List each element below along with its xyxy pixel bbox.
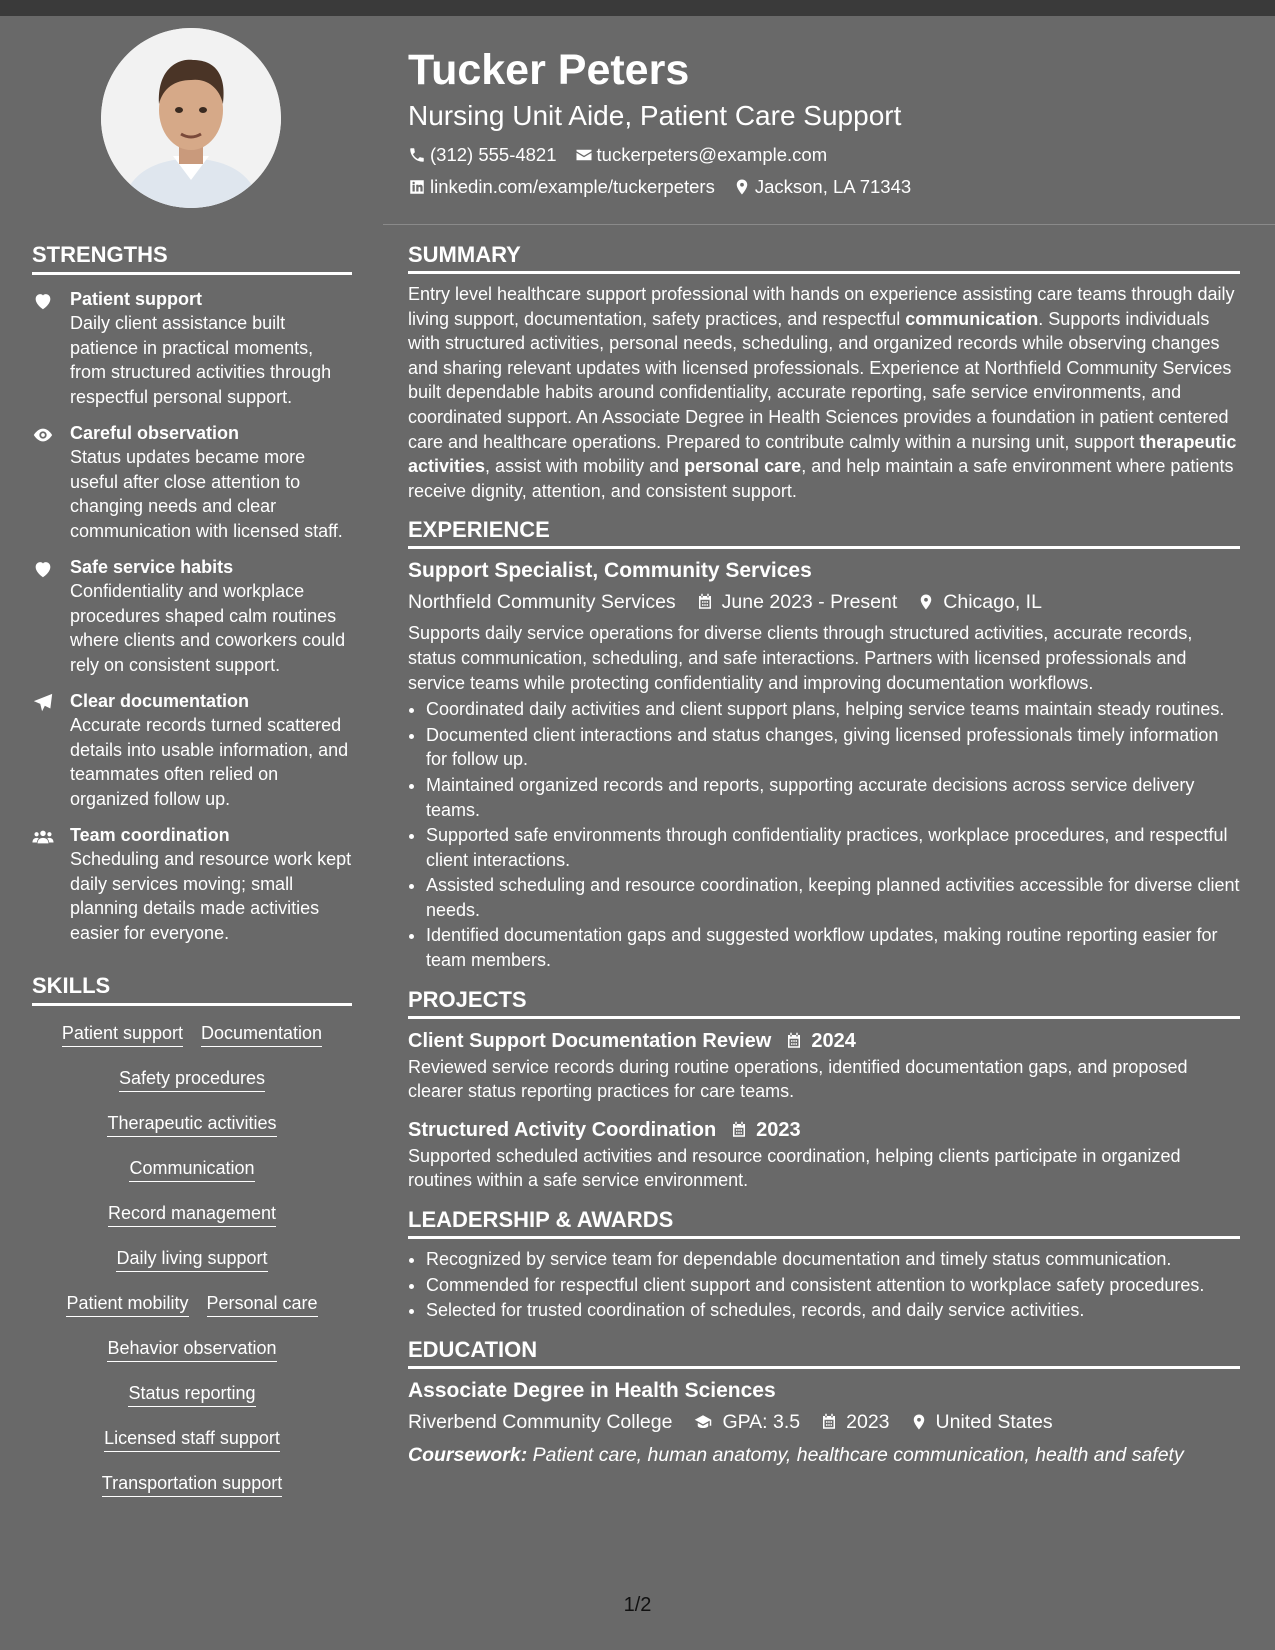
location-text: Jackson, LA 71343 (754, 176, 912, 197)
list-item: • Selected for trusted coordination of schedules, records, and daily service activities. (426, 1298, 1240, 1323)
strength-title: Careful observation (70, 423, 240, 443)
degree-title: Associate Degree in Health Sciences (408, 1378, 776, 1402)
list-item: • Maintained organized records and reports, supporting accurate decisions across service delivery teams. (426, 773, 1240, 822)
map-pin-icon (917, 593, 935, 611)
education-title: EDUCATION (408, 1335, 1240, 1369)
project-description: Reviewed service records during routine operations, identified documentation gaps, and proposed clearer status reporting practices for care teams. (408, 1056, 1188, 1102)
phone-number: (312) 555-4821 (430, 144, 557, 165)
strength-item (32, 823, 352, 945)
job-bullets (408, 697, 1240, 973)
strength-item (32, 689, 352, 811)
education-meta (408, 1408, 1240, 1436)
calendar-icon (696, 593, 714, 611)
skill-tag: Personal care (207, 1292, 318, 1317)
project-title: Client Support Documentation Review (408, 1029, 772, 1052)
strength-item (32, 555, 352, 677)
skill-tag: Record management (108, 1202, 276, 1227)
users-icon (32, 826, 54, 848)
strength-description: Confidentiality and workplace procedures shaped calm routines where clients and coworkers could rely on consistent support. (70, 581, 346, 675)
paper-plane-icon (32, 692, 54, 714)
right-column (408, 240, 1240, 1469)
calendar-icon (730, 1121, 748, 1139)
job-location: Chicago, IL (917, 588, 1042, 616)
resume-header (408, 42, 1238, 198)
strength-description: Status updates became more useful after close attention to changing needs and clear communication with licensed staff. (70, 447, 343, 541)
list-item: • Documented client interactions and status changes, giving licensed professionals timely information for follow up. (426, 723, 1240, 772)
strength-item (32, 287, 352, 409)
skill-tag: Communication (129, 1157, 254, 1182)
list-item: • Identified documentation gaps and suggested workflow updates, making routine reporting easier for team members. (426, 923, 1240, 972)
page-number: 1/2 (623, 1594, 652, 1616)
email-address: tuckerpeters@example.com (596, 144, 828, 165)
calendar-icon (785, 1032, 803, 1050)
location-contact (733, 176, 911, 198)
job-meta (408, 588, 1240, 616)
skill-tag: Licensed staff support (104, 1427, 280, 1452)
calendar-icon (820, 1413, 838, 1431)
strength-title: Patient support (70, 289, 203, 309)
skills-title: SKILLS (32, 971, 352, 1006)
skill-tag: Status reporting (128, 1382, 255, 1407)
list-item: • Supported safe environments through confidentiality practices, workplace procedures, and respectful client interactions. (426, 823, 1240, 872)
strength-description: Daily client assistance built patience in practical moments, from structured activities through respectful personal support. (70, 313, 332, 407)
linkedin-contact[interactable] (408, 176, 715, 198)
project-item (408, 1027, 1240, 1104)
linkedin-url: linkedin.com/example/tuckerpeters (430, 176, 715, 197)
profile-photo (101, 28, 281, 208)
candidate-name: Tucker Peters (408, 46, 690, 94)
skill-tag: Behavior observation (107, 1337, 276, 1362)
contact-row-1 (408, 144, 1238, 166)
job-description: Supports daily service operations for diverse clients through structured activities, accurate records, status communication, scheduling, and safe interactions. Partners with licensed professionals and service teams while protecting confidentiality and improving documentation workflows. (408, 623, 1193, 693)
company-name: Northfield Community Services (408, 591, 676, 614)
profile-photo-portrait (101, 28, 281, 208)
skill-tag: Daily living support (116, 1247, 267, 1272)
strength-title: Safe service habits (70, 557, 234, 577)
heart-icon (32, 290, 54, 312)
project-year: 2024 (785, 1027, 856, 1055)
candidate-role: Nursing Unit Aide, Patient Care Support (408, 100, 902, 131)
top-bar (0, 0, 1275, 16)
gpa: GPA: 3.5 (692, 1408, 800, 1436)
eye-icon (32, 424, 54, 446)
summary-title: SUMMARY (408, 240, 1240, 274)
job-title: Support Specialist, Community Services (408, 559, 812, 583)
linkedin-icon (408, 178, 426, 196)
map-pin-icon (733, 178, 751, 196)
map-pin-icon (910, 1413, 928, 1431)
strength-description: Scheduling and resource work kept daily services moving; small planning details made activities easier for everyone. (70, 849, 352, 943)
leadership-title: LEADERSHIP & AWARDS (408, 1205, 1240, 1239)
skills-list (32, 1022, 352, 1517)
list-item: • Commended for respectful client support and consistent attention to workplace safety procedures. (426, 1273, 1240, 1298)
experience-title: EXPERIENCE (408, 515, 1240, 549)
envelope-icon (575, 146, 593, 164)
graduation-cap-icon (692, 1413, 714, 1431)
job-dates: June 2023 - Present (696, 588, 898, 616)
heart-icon (32, 558, 54, 580)
education-location: United States (910, 1408, 1053, 1436)
list-item: • Coordinated daily activities and client support plans, helping service teams maintain steady routines. (426, 697, 1240, 722)
strength-title: Team coordination (70, 825, 230, 845)
list-item: • Assisted scheduling and resource coordination, keeping planned activities accessible for diverse client needs. (426, 873, 1240, 922)
summary-text: Entry level healthcare support professional with hands on experience assisting care teams through daily living support, documentation, safety practices, and respectful communication. Supports individuals with structured activities, personal needs, scheduling, and organized records while observing changes and sharing relevant updates with licensed professionals. Experience at Northfield Community Services built dependable habits around confidentiality, accurate reporting, safe service environments, and coordinated support. An Associate Degree in Health Sciences provides a foundation in patient centered care and healthcare operations. Prepared to contribute calmly within a nursing unit, support therapeutic activities, assist with mobility and personal care, and help maintain a safe environment where patients receive dignity, attention, and consistent support. (408, 284, 1237, 501)
project-description: Supported scheduled activities and resource coordination, helping clients participate in organized routines within a safe service environment. (408, 1145, 1181, 1191)
project-year: 2023 (730, 1116, 801, 1144)
phone-contact[interactable] (408, 144, 557, 166)
skill-tag: Patient support (62, 1022, 183, 1047)
strength-title: Clear documentation (70, 691, 250, 711)
graduation-year: 2023 (820, 1408, 889, 1436)
skill-tag: Therapeutic activities (107, 1112, 276, 1137)
projects-title: PROJECTS (408, 985, 1240, 1019)
project-title: Structured Activity Coordination (408, 1118, 717, 1141)
skill-tag: Safety procedures (119, 1067, 265, 1092)
skill-tag: Documentation (201, 1022, 322, 1047)
school-name: Riverbend Community College (408, 1410, 673, 1433)
project-item (408, 1116, 1240, 1193)
left-column (32, 240, 352, 1517)
skill-tag: Patient mobility (66, 1292, 188, 1317)
list-item: • Recognized by service team for dependable documentation and timely status communication. (426, 1247, 1240, 1272)
leadership-bullets (408, 1247, 1240, 1323)
header-divider (383, 224, 1275, 225)
skill-tag: Transportation support (102, 1472, 282, 1497)
strengths-title: STRENGTHS (32, 240, 352, 275)
phone-icon (408, 146, 426, 164)
coursework: Coursework: Patient care, human anatomy, healthcare communication, health and safety (408, 1443, 1184, 1466)
strength-item (32, 421, 352, 543)
email-contact[interactable] (575, 144, 828, 166)
contact-row-2 (408, 176, 1238, 198)
strength-description: Accurate records turned scattered details into usable information, and teammates often relied on organized follow up. (70, 715, 349, 809)
